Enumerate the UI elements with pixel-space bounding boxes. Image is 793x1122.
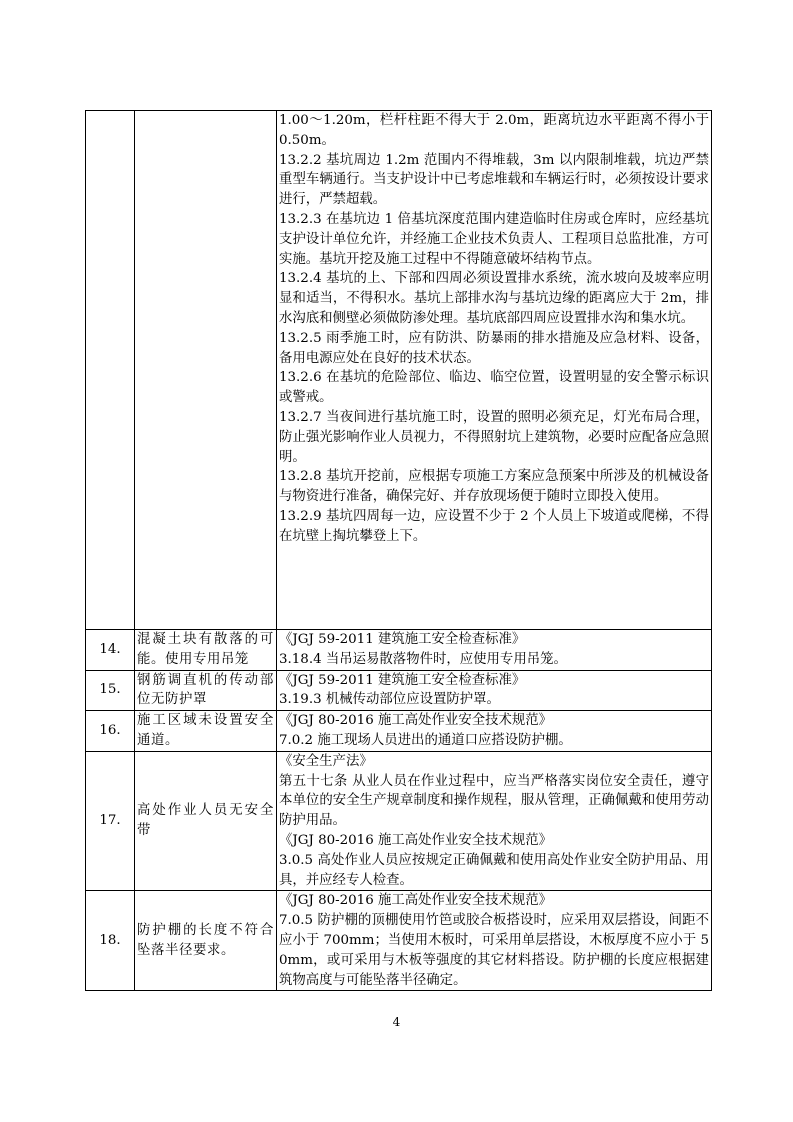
row-number-cell: 17. — [86, 751, 135, 891]
basis-line: 3.18.4 当吊运易散落物件时，应使用专用吊笼。 — [279, 651, 567, 667]
row-number-cell: 18. — [86, 891, 135, 991]
basis-cell — [277, 711, 712, 752]
basis-cell — [277, 751, 712, 891]
issue-cell: 高处作业人员无安全带 — [135, 751, 277, 891]
basis-line: 13.2.5 雨季施工时，应有防洪、防暴雨的排水措施及应急材料、设备，备用电源应处在良好的技术状态。 — [279, 330, 709, 366]
table-row — [86, 111, 712, 630]
table-row — [86, 711, 712, 752]
basis-line: 13.2.9 基坑四周每一边，应设置不少于 2 个人员上下坡道或爬梯，不得在坑壁上掏坑攀登上下。 — [279, 508, 709, 544]
basis-line: 第五十七条 从业人员在作业过程中，应当严格落实岗位安全责任，遵守本单位的安全生产规章制度和操作规程，服从管理，正确佩戴和使用劳动防护用品。 — [279, 773, 709, 829]
basis-line: 13.2.4 基坑的上、下部和四周必须设置排水系统，流水坡向及坡率应明显和适当，不得积水。基坑上部排水沟与基坑边缘的距离应大于 2m，排水沟底和侧壁必须做防渗处理。基坑底部四周应设置排水沟和集水坑。 — [279, 271, 709, 326]
basis-line: 《JGJ 80-2016 施工高处作业安全技术规范》 — [279, 713, 553, 729]
basis-cell — [277, 111, 712, 630]
basis-cell — [277, 670, 712, 711]
basis-line: 《JGJ 59-2011 建筑施工安全检查标准》 — [279, 632, 526, 647]
basis-line: 1.00～1.20m，栏杆柱距不得大于 2.0m，距离坑边水平距离不得小于 0.50m。 — [279, 113, 709, 148]
basis-line: 《JGJ 59-2011 建筑施工安全检查标准》 — [279, 672, 526, 688]
issue-cell: 混凝土块有散落的可能。使用专用吊笼 — [135, 630, 277, 671]
issue-cell — [135, 111, 277, 630]
basis-cell — [277, 630, 712, 671]
basis-line: 13.2.8 基坑开挖前，应根据专项施工方案应急预案中所涉及的机械设备与物资进行准备，确保完好、并存放现场便于随时立即投入使用。 — [279, 469, 709, 505]
row-number-cell: 15. — [86, 670, 135, 711]
table-row — [86, 891, 712, 991]
issue-cell: 施工区域未设置安全通道。 — [135, 711, 277, 752]
table-row — [86, 670, 712, 711]
basis-line: 7.0.2 施工现场人员进出的通道口应搭设防护棚。 — [279, 732, 572, 748]
row-number-cell — [86, 111, 135, 630]
basis-line: 3.19.3 机械传动部位应设置防护罩。 — [279, 692, 500, 708]
basis-line: 7.0.5 防护棚的顶棚使用竹笆或胶合板搭设时，应采用双层搭设，间距不应小于 700mm；当使用木板时，可采用单层搭设，木板厚度不应小于 50mm，或可采用与木板等强度的其它材料搭设。防护棚的长度应根据建筑物高度与可能坠落半径确定。 — [279, 913, 709, 988]
page-number: 4 — [392, 1015, 401, 1029]
regulation-table — [85, 110, 712, 991]
basis-line: 13.2.6 在基坑的危险部位、临边、临空位置，设置明显的安全警示标识或警戒。 — [279, 370, 709, 406]
basis-cell — [277, 891, 712, 991]
basis-line: 13.2.2 基坑周边 1.2m 范围内不得堆载，3m 以内限制堆载，坑边严禁重型车辆通行。当支护设计中已考虑堆载和车辆运行时，必须按设计要求进行，严禁超载。 — [279, 152, 709, 208]
basis-line: 13.2.3 在基坑边 1 倍基坑深度范围内建造临时住房或仓库时，应经基坑支护设计单位允许，并经施工企业技术负责人、工程项目总监批准，方可实施。基坑开挖及施工过程中不得随意破坏结构节点。 — [279, 211, 709, 267]
table-row — [86, 751, 712, 891]
basis-line: 《安全生产法》 — [279, 753, 373, 769]
issue-cell: 防护棚的长度不符合坠落半径要求。 — [135, 891, 277, 991]
row-number-cell: 14. — [86, 630, 135, 671]
basis-line: 《JGJ 80-2016 施工高处作业安全技术规范》 — [279, 832, 553, 848]
issue-cell: 钢筋调直机的传动部位无防护罩 — [135, 670, 277, 711]
table-row — [86, 630, 712, 671]
row-number-cell: 16. — [86, 711, 135, 752]
basis-line: 3.0.5 高处作业人员应按规定正确佩戴和使用高处作业安全防护用品、用具，并应经专人检查。 — [279, 852, 709, 888]
basis-line: 《JGJ 80-2016 施工高处作业安全技术规范》 — [279, 893, 553, 909]
basis-line: 13.2.7 当夜间进行基坑施工时，设置的照明必须充足，灯光布局合理，防止强光影响作业人员视力，不得照射坑上建筑物，必要时应配备应急照明。 — [279, 409, 709, 465]
